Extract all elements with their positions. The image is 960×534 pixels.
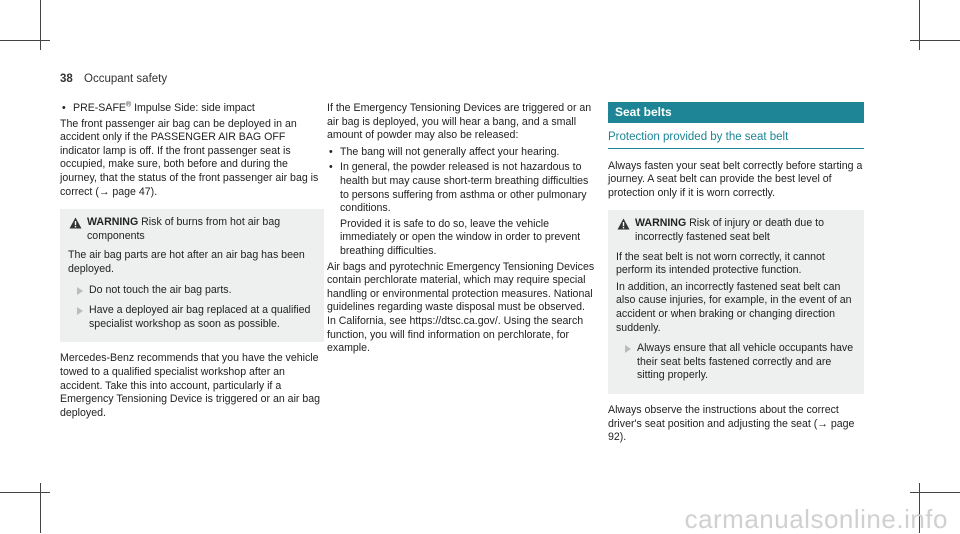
list-item: • In general, the powder released is not hazardous to health but may cause short-term breathing difficulties to persons suffering from asthma or other pulmonary conditions. — [327, 161, 595, 215]
paragraph: If the Emergency Tensioning Devices are triggered or an air bag is deployed, you will hear a bang, and a small amount of powder may also be released: — [327, 102, 592, 142]
warning-icon — [69, 217, 82, 229]
warning-heading — [68, 216, 316, 243]
step-arrow-icon — [625, 345, 631, 353]
crop-mark — [40, 483, 41, 533]
list-item-continuation: Provided it is safe to do so, leave the vehicle immediately or open the window in order to prevent breathing difficulties. — [340, 217, 581, 257]
warning-icon — [617, 218, 630, 230]
step-arrow-icon — [77, 287, 83, 295]
warning-text: In addition, an incorrectly fastened seat belt can also cause injuries, for example, in the event of an accident or when braking or changing direction suddenly. — [616, 280, 852, 334]
warning-title: Risk of injury or death due to incorrectly fastened seat belt — [635, 217, 824, 243]
step-arrow-icon — [77, 307, 83, 315]
warning-label: WARNING — [635, 217, 687, 230]
crop-mark — [919, 0, 920, 50]
step-item: Always ensure that all vehicle occupants have their seat belts fastened correctly and are sitting properly. — [616, 342, 856, 383]
warning-text: If the seat belt is not worn correctly, it cannot perform its intended protective function. — [616, 250, 825, 277]
list-item: • PRE-SAFE® Impulse Side: side impact — [60, 102, 324, 116]
warning-text: The air bag parts are hot after an air bag has been deployed. — [68, 249, 305, 275]
step-item: Have a deployed air bag replaced at a qualified specialist workshop as soon as possible. — [68, 304, 316, 331]
column-left — [60, 102, 324, 423]
paragraph: Air bags and pyrotechnic Emergency Tensioning Devices contain perchlorate material, which may require special handling or environmental protection measures. National guidelines regarding waste disposal must be observed. In California, see https://dtsc.ca.gov/. Using the search function, you will find information on perchlorate, for example. — [327, 260, 595, 355]
subsection-title: Protection provided by the seat belt — [608, 131, 864, 149]
paragraph: Mercedes-Benz recommends that you have the vehicle towed to a qualified specialist workshop after an accident. Take this into account, particularly if a Emergency Tensioning Device is triggered or an air bag deployed. — [60, 352, 321, 419]
column-right — [608, 102, 864, 448]
warning-box — [608, 210, 864, 394]
section-name: Occupant safety — [84, 73, 168, 85]
warning-box — [60, 209, 324, 342]
crop-mark — [0, 40, 50, 41]
crop-mark — [0, 492, 50, 493]
warning-title: Risk of burns from hot air bag components — [87, 216, 281, 242]
paragraph: The front passenger air bag can be deployed in an accident only if the PASSENGER AIR BAG OFF indicator lamp is off. If the front passenger seat is occupied, make sure, both before and during the journey, that the status of the front passenger air bag is correct (→ page 47). — [60, 117, 319, 198]
page-header — [60, 73, 167, 87]
list-item: • The bang will not generally affect your hearing. — [327, 146, 595, 160]
watermark: carmanualsonline.info — [684, 504, 948, 534]
crop-mark — [910, 40, 960, 41]
step-item: Do not touch the air bag parts. — [68, 284, 316, 298]
crop-mark — [910, 492, 960, 493]
paragraph: Always fasten your seat belt correctly before starting a journey. A seat belt can provide the best level of protection only if it is worn correctly. — [608, 159, 863, 199]
column-middle — [327, 102, 595, 359]
page-number: 38 — [60, 73, 73, 85]
warning-label: WARNING — [87, 216, 139, 229]
paragraph: Always observe the instructions about the correct driver's seat position and adjusting the seat (→ page 92). — [608, 403, 855, 444]
crop-mark — [40, 0, 41, 50]
section-title: Seat belts — [608, 102, 864, 123]
warning-heading — [616, 217, 856, 244]
